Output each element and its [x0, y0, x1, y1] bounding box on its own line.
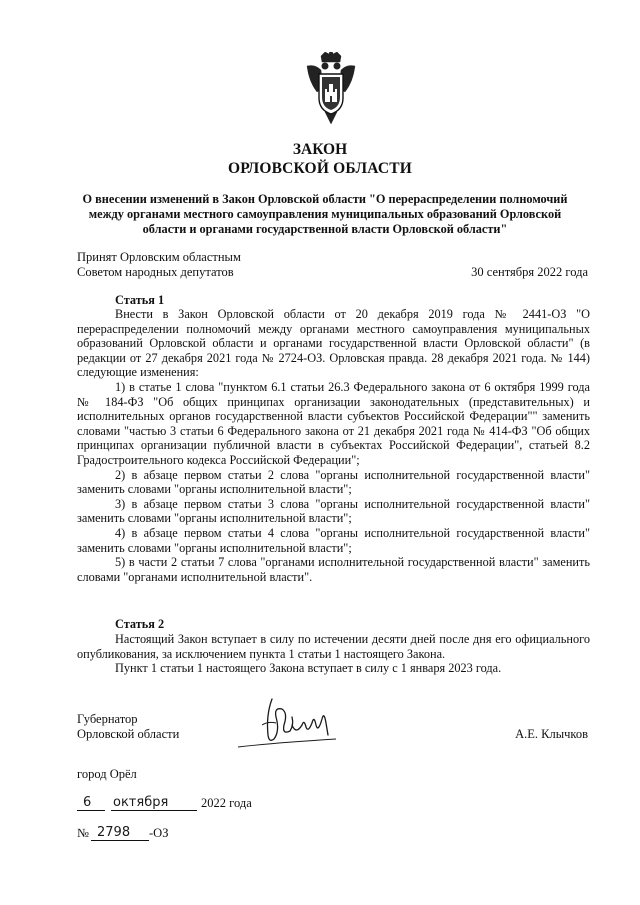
article-1-paragraph: 3) в абзаце первом статьи 3 слова "органы исполнительной государственной власти" заменить словами "органы исполнительной власти"; [77, 496, 590, 526]
signing-year: 2022 года [201, 796, 252, 810]
day-underline [77, 810, 105, 811]
article-2-body [77, 632, 590, 676]
article-1-title: Статья 1 [115, 293, 165, 307]
article-2-title: Статья 2 [115, 617, 165, 631]
law-number [77, 826, 217, 842]
signing-date [77, 796, 277, 812]
adoption-date: 30 сентября 2022 года [471, 265, 588, 279]
signing-day: 6 [83, 795, 92, 810]
law-number-value: 2798 [97, 825, 131, 840]
coat-of-arms-icon [303, 52, 359, 128]
adoption-line-1: Принят Орловским областным [77, 250, 241, 264]
document-title-line-2: ОРЛОВСКОЙ ОБЛАСТИ [227, 160, 413, 177]
number-suffix: -ОЗ [149, 826, 169, 840]
adoption-line-2: Советом народных депутатов [77, 265, 234, 279]
adoption-body [77, 250, 241, 280]
city-name: город Орёл [77, 767, 137, 781]
month-underline [111, 810, 197, 811]
number-sign: № [77, 826, 89, 840]
law-subtitle: О внесении изменений в Закон Орловской области "О перераспределении полномочий между органами местного самоуправления муниципальных образований Орловской области и органами государственной власти Орловской области" [82, 192, 568, 236]
article-1-paragraph: 2) в абзаце первом статьи 2 слова "органы исполнительной государственной власти" заменить словами "органы исполнительной власти"; [77, 467, 590, 497]
document-title-line-1: ЗАКОН [292, 141, 348, 158]
article-2-paragraph: Настоящий Закон вступает в силу по истечении десяти дней после дня его официального опубликования, за исключением пункта 1 статьи 1 настоящего Закона. [77, 632, 590, 661]
handwritten-signature-icon [232, 695, 342, 750]
governor-title-line-2: Орловской области [77, 727, 180, 741]
number-underline [91, 840, 149, 841]
governor-name: А.Е. Клычков [515, 727, 588, 741]
article-2-paragraph: Пункт 1 статьи 1 настоящего Закона вступает в силу с 1 января 2023 года. [115, 661, 502, 676]
article-1-paragraph: 1) в статье 1 слова "пунктом 6.1 статьи 26.3 Федерального закона от 6 октября 1999 года № 184-ФЗ "Об общих принципах организации законодательных (представительных) и исполнительных органов государственной власти субъектов Российской Федерации"" заменить словами "частью 3 статьи 6 Федерального закона от 21 декабря 2021 года № 414-ФЗ "Об общих принципах организации публичной власти в субъектах Российской Федерации", статьей 8.2 Градостроительного кодекса Российской Федерации"; [77, 379, 590, 467]
article-1-paragraph: 5) в части 2 статьи 7 слова "органами исполнительной государственной власти" заменить словами "органами исполнительной власти". [77, 555, 590, 584]
article-1-paragraph: 4) в абзаце первом статьи 4 слова "органы исполнительной государственной власти" заменить словами "органы исполнительной власти"; [77, 525, 590, 555]
signing-month: октября [113, 795, 169, 810]
article-1-body [77, 307, 590, 584]
governor-title-line-1: Губернатор [77, 712, 138, 726]
article-1-paragraph: Внести в Закон Орловской области от 20 декабря 2019 года № 2441-ОЗ "О перераспределении полномочий между органами местного самоуправления муниципальных образований Орловской области и органами государственной власти Орловской области" (в редакции от 27 декабря 2021 года № 2724-ОЗ. Орловская правда. 28 декабря 2021 года. № 144) следующие изменения: [77, 307, 590, 380]
